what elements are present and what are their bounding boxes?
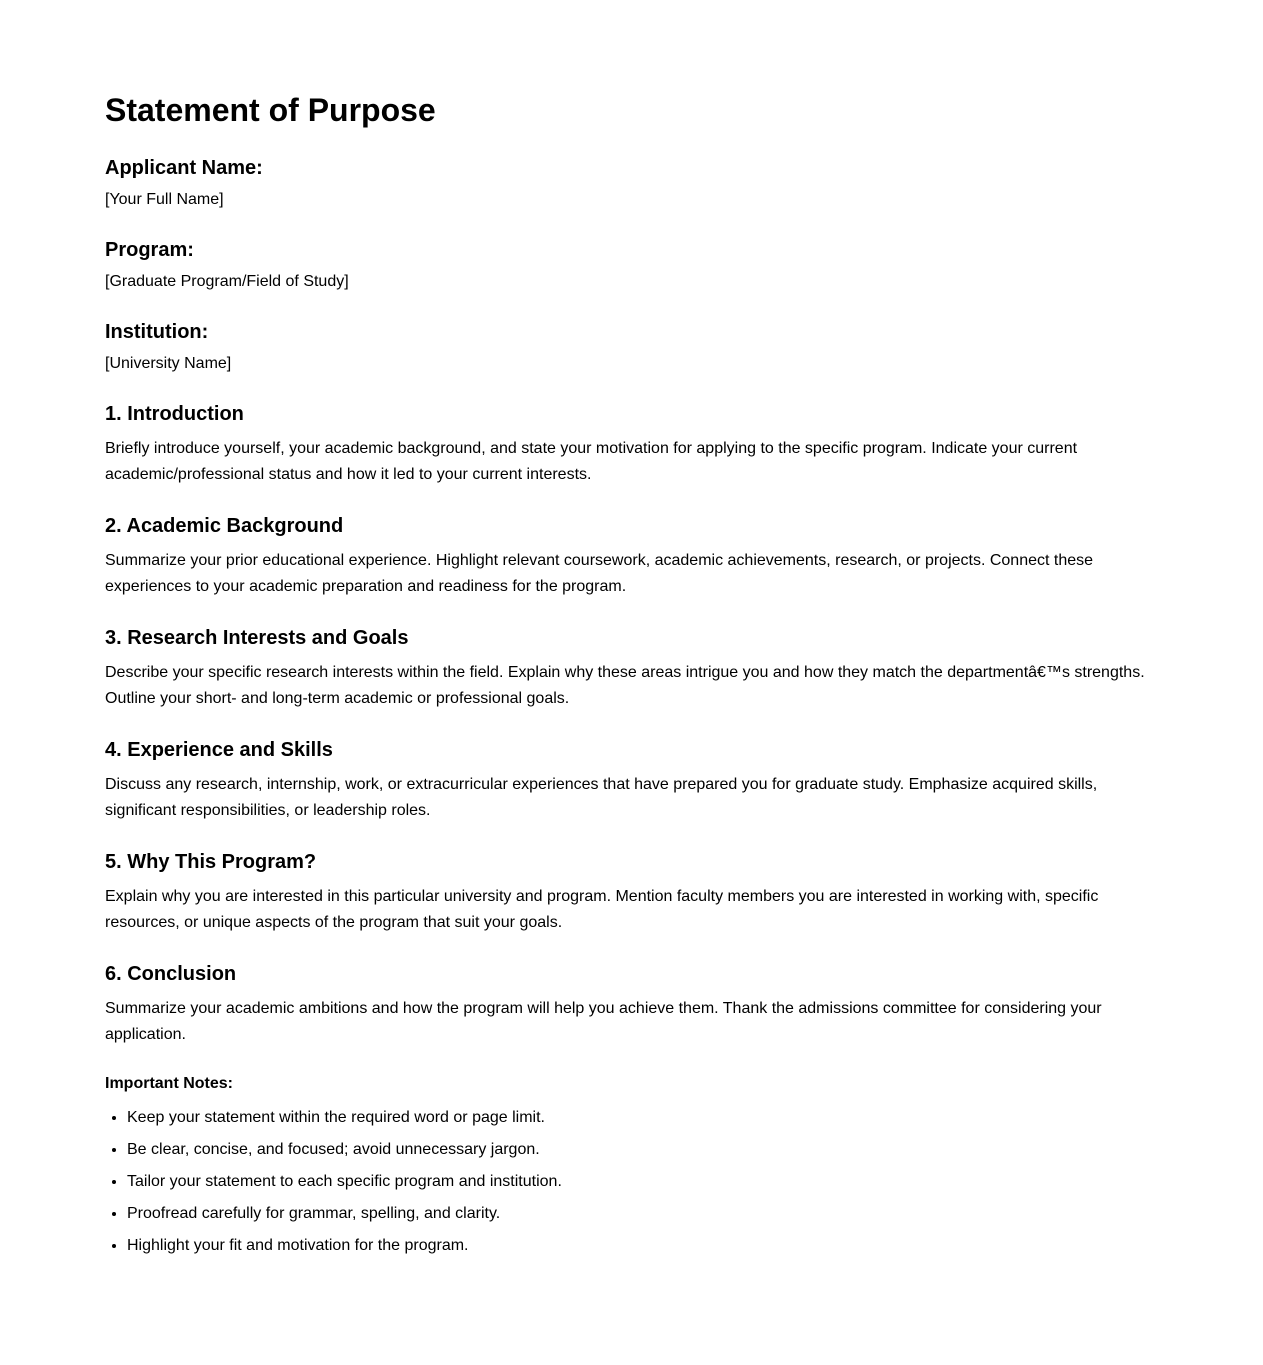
list-item: • Be clear, concise, and focused; avoid unnecessary jargon. [127, 1140, 1165, 1160]
section-conclusion [105, 962, 1165, 1047]
section-body: Describe your specific research interests within the field. Explain why these areas intrigue you and how they match the departmentâ€™s strengths. Outline your short- and long-term academic or professional goals. [105, 664, 1145, 707]
program-value: [Graduate Program/Field of Study] [105, 273, 349, 290]
section-introduction [105, 402, 1165, 487]
applicant-name-value: [Your Full Name] [105, 191, 224, 208]
section-heading: 6. Conclusion [105, 963, 237, 985]
section-body: Briefly introduce yourself, your academic background, and state your motivation for applying to the specific program. Indicate your current academic/professional status and how it led to your current interests. [105, 440, 1078, 483]
list-item: • Tailor your statement to each specific program and institution. [127, 1172, 1165, 1192]
section-body: Discuss any research, internship, work, or extracurricular experiences that have prepared you for graduate study. Emphasize acquired skills, significant responsibilities, or leadership roles. [105, 776, 1098, 819]
institution-field [105, 320, 1165, 374]
section-why-this-program [105, 850, 1165, 935]
program-label: Program: [105, 239, 194, 261]
list-item: • Highlight your fit and motivation for the program. [127, 1236, 1165, 1256]
section-body: Explain why you are interested in this particular university and program. Mention faculty members you are interested in working with, specific resources, or unique aspects of the program that suit your goals. [105, 888, 1099, 931]
institution-value: [University Name] [105, 355, 232, 372]
page-title: Statement of Purpose [105, 92, 436, 128]
list-item: • Proofread carefully for grammar, spelling, and clarity. [127, 1204, 1165, 1224]
list-item: • Keep your statement within the required word or page limit. [127, 1108, 1165, 1128]
section-experience-skills [105, 738, 1165, 823]
applicant-name-field [105, 156, 1165, 210]
section-body: Summarize your prior educational experience. Highlight relevant coursework, academic achievements, research, or projects. Connect these experiences to your academic preparation and readiness for the program. [105, 552, 1094, 595]
program-field [105, 238, 1165, 292]
section-heading: 4. Experience and Skills [105, 739, 333, 761]
section-academic-background [105, 514, 1165, 599]
notes-list [105, 1108, 1165, 1256]
section-heading: 5. Why This Program? [105, 851, 317, 873]
applicant-name-label: Applicant Name: [105, 157, 263, 179]
notes-heading: Important Notes: [105, 1075, 233, 1092]
section-research-interests [105, 626, 1165, 711]
section-heading: 3. Research Interests and Goals [105, 627, 409, 649]
section-body: Summarize your academic ambitions and how the program will help you achieve them. Thank the admissions committee for considering your application. [105, 1000, 1102, 1043]
institution-label: Institution: [105, 321, 209, 343]
important-notes [105, 1074, 1165, 1256]
section-heading: 2. Academic Background [105, 515, 344, 537]
section-heading: 1. Introduction [105, 403, 244, 425]
